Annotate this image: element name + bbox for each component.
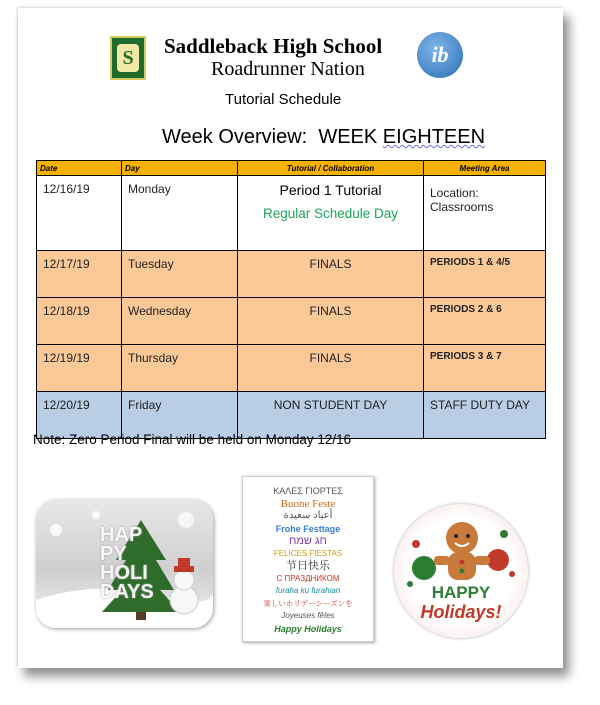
cell-day: Thursday bbox=[122, 345, 238, 392]
cell-date: 12/16/19 bbox=[37, 176, 122, 251]
header-date: Date bbox=[37, 161, 122, 176]
page-subtitle: Tutorial Schedule bbox=[225, 91, 342, 108]
cell-day: Friday bbox=[122, 392, 238, 439]
cell-day: Tuesday bbox=[122, 251, 238, 298]
week-overview-prefix: Week Overview: WEEK bbox=[162, 126, 383, 148]
school-logo bbox=[110, 36, 146, 80]
card1-line: HAP bbox=[100, 524, 143, 546]
greeting-line: Frohe Festtage bbox=[275, 523, 341, 534]
card1-line: PY bbox=[100, 543, 127, 565]
cell-area: STAFF DUTY DAY bbox=[424, 392, 546, 439]
cell-area: PERIODS 3 & 7 bbox=[424, 345, 546, 392]
card1-line: HOLI bbox=[100, 562, 148, 584]
header-meeting-area: Meeting Area bbox=[424, 161, 546, 176]
greeting-line: furaha ku furahian bbox=[275, 586, 341, 595]
greeting-line: FELICES FIESTAS bbox=[273, 548, 343, 558]
greeting-line: Joyeuses fêtes bbox=[281, 611, 335, 620]
table-row bbox=[37, 345, 546, 392]
balloon-line: Holidays! bbox=[420, 602, 502, 622]
ib-logo-text: ib bbox=[431, 42, 449, 67]
cell-tutorial: NON STUDENT DAY bbox=[238, 392, 424, 439]
greeting-line: 楽しいホリデーシーズンを bbox=[263, 598, 353, 608]
school-logo-letter: S bbox=[117, 44, 139, 72]
header-tutorial: Tutorial / Collaboration bbox=[238, 161, 424, 176]
school-nation: Roadrunner Nation bbox=[211, 58, 365, 80]
table-row bbox=[37, 251, 546, 298]
cell-tutorial: FINALS bbox=[238, 298, 424, 345]
balloon-text bbox=[394, 584, 528, 622]
balloon-line: HAPPY bbox=[431, 583, 491, 602]
week-overview-week: EIGHTEEN bbox=[382, 126, 486, 148]
table-row bbox=[37, 176, 546, 251]
tutorial-sublabel: Regular Schedule Day bbox=[262, 206, 399, 221]
greeting-line: Happy Holidays bbox=[274, 623, 342, 634]
ib-logo bbox=[417, 32, 463, 78]
greeting-line: חג שמח bbox=[289, 535, 327, 547]
greeting-line: أعياد سعيدة bbox=[283, 510, 333, 521]
multilingual-greeting-card bbox=[242, 476, 374, 642]
cell-date: 12/17/19 bbox=[37, 251, 122, 298]
cell-date: 12/19/19 bbox=[37, 345, 122, 392]
header-day: Day bbox=[122, 161, 238, 176]
cell-date: 12/20/19 bbox=[37, 392, 122, 439]
gingerbread-balloon-image bbox=[394, 504, 528, 638]
cell-area: Location: Classrooms bbox=[424, 176, 546, 251]
cell-day: Monday bbox=[122, 176, 238, 251]
table-row bbox=[37, 298, 546, 345]
table-header-row bbox=[37, 161, 546, 176]
happy-holidays-card-image bbox=[36, 500, 213, 628]
cell-tutorial: FINALS bbox=[238, 345, 424, 392]
week-overview-title bbox=[162, 126, 485, 149]
greeting-line: ΚΑΛΕΣ ΓΙΟΡΤΕΣ bbox=[273, 486, 343, 496]
greeting-line: Buone Feste bbox=[280, 497, 336, 510]
tutorial-label: Period 1 Tutorial bbox=[279, 182, 382, 198]
cell-tutorial bbox=[238, 176, 424, 251]
school-name: Saddleback High School bbox=[164, 34, 383, 58]
cell-area: PERIODS 1 & 4/5 bbox=[424, 251, 546, 298]
schedule-note: Note: Zero Period Final will be held on Monday 12/16 bbox=[33, 432, 352, 447]
greeting-line: 节日快乐 bbox=[286, 560, 330, 572]
cell-day: Wednesday bbox=[122, 298, 238, 345]
cell-tutorial: FINALS bbox=[238, 251, 424, 298]
card1-text bbox=[100, 526, 154, 602]
schedule-table bbox=[36, 160, 546, 439]
greeting-line: С ПРАЗДНИКОМ bbox=[276, 573, 340, 583]
cell-date: 12/18/19 bbox=[37, 298, 122, 345]
cell-area: PERIODS 2 & 6 bbox=[424, 298, 546, 345]
card1-line: DAYS bbox=[100, 581, 154, 603]
